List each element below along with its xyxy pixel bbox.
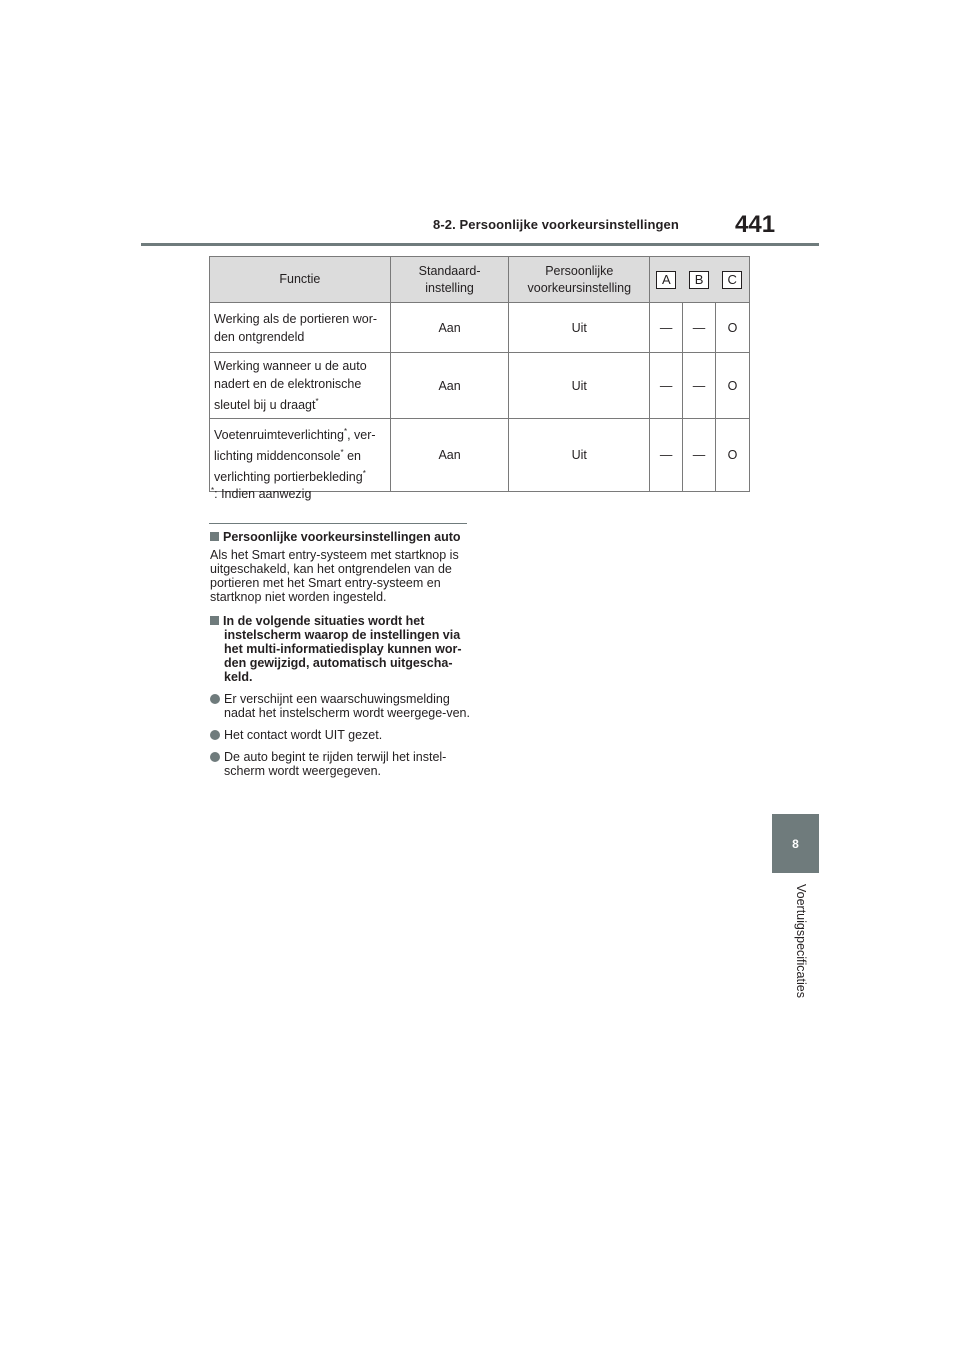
- settings-table: [209, 256, 750, 492]
- row-personal: Uit: [509, 353, 650, 419]
- circle-bullet-icon: [210, 694, 220, 704]
- bullet-text: Er verschijnt een waarschuwingsmelding nadat het instelscherm wordt weergege-ven.: [224, 692, 470, 720]
- function-line: Werking wanneer u de auto: [214, 359, 367, 373]
- function-line: sleutel bij u draagt: [214, 398, 316, 413]
- asterisk: *: [340, 448, 344, 458]
- section-heading: [210, 614, 472, 684]
- section-header-title: 8-2. Persoonlijke voorkeursinstellingen: [433, 217, 679, 232]
- row-c: O: [716, 353, 750, 419]
- header-personal: [509, 257, 650, 303]
- row-a: —: [650, 419, 683, 491]
- row-c: O: [716, 419, 750, 491]
- header-col-a: [650, 257, 683, 303]
- table-row: [210, 419, 750, 491]
- section-rule: [209, 523, 467, 524]
- square-bullet-icon: [210, 616, 219, 625]
- row-b: —: [683, 303, 716, 353]
- letter-a-box: A: [656, 271, 676, 289]
- chapter-number: 8: [792, 836, 799, 851]
- section-auto-close: [210, 614, 472, 778]
- header-rule: [141, 243, 819, 246]
- bullet-text: De auto begint te rijden terwijl het instel-scherm wordt weergegeven.: [224, 750, 447, 778]
- chapter-label: Voertuigspecificaties: [794, 884, 808, 998]
- section-heading: [210, 530, 472, 544]
- row-a: —: [650, 303, 683, 353]
- letter-b-box: B: [689, 271, 709, 289]
- row-a: —: [650, 353, 683, 419]
- table-header-row: [210, 257, 750, 303]
- header-default-line2: instelling: [425, 280, 474, 295]
- bullet-text: Het contact wordt UIT gezet.: [224, 728, 383, 742]
- header-default: [390, 257, 509, 303]
- row-b: —: [683, 353, 716, 419]
- footnote: [211, 486, 311, 501]
- bullet-item: [210, 750, 472, 778]
- section-heading-text: In de volgende situaties wordt het instelscherm waarop de instellingen via het multi-informatiedisplay kunnen wor-den gewijzigd, automatisch uitgescha-keld.: [223, 614, 462, 684]
- row-c: O: [716, 303, 750, 353]
- row-default: Aan: [390, 419, 509, 491]
- section-smart-entry: [210, 530, 472, 604]
- function-line: en: [343, 449, 361, 464]
- header-function: Functie: [210, 257, 391, 303]
- header-default-line1: Standaard-: [418, 263, 481, 278]
- function-line: Werking als de portieren wor-: [214, 311, 378, 326]
- letter-c-box: C: [722, 271, 742, 289]
- asterisk: *: [343, 427, 348, 437]
- chapter-tab[interactable]: [772, 814, 819, 873]
- row-b: —: [683, 419, 716, 491]
- row-function: [210, 303, 391, 353]
- row-default: Aan: [390, 353, 509, 419]
- header-col-c: [716, 257, 750, 303]
- footnote-text: : Indien aanwezig: [214, 487, 312, 502]
- square-bullet-icon: [210, 532, 219, 541]
- section-heading-text: Persoonlijke voorkeursinstellingen auto: [223, 530, 461, 544]
- row-personal: Uit: [509, 303, 650, 353]
- asterisk: *: [315, 397, 319, 406]
- row-function: [210, 419, 391, 491]
- page-number: 441: [735, 211, 776, 238]
- circle-bullet-icon: [210, 752, 220, 762]
- footnote-mark: *: [211, 486, 215, 495]
- function-line: Voetenruimteverlichting: [214, 428, 344, 443]
- function-line: verlichting portierbekleding: [214, 470, 363, 485]
- asterisk: *: [362, 469, 366, 479]
- circle-bullet-icon: [210, 730, 220, 740]
- function-line: lichting middenconsole: [214, 449, 341, 464]
- bullet-item: [210, 728, 472, 742]
- row-default: Aan: [390, 303, 509, 353]
- row-personal: Uit: [509, 419, 650, 491]
- header-personal-line2: voorkeursinstelling: [527, 280, 632, 295]
- header-personal-line1: Persoonlijke: [545, 263, 614, 278]
- table-row: [210, 303, 750, 353]
- table-row: [210, 353, 750, 419]
- bullet-item: [210, 692, 472, 720]
- section-body: Als het Smart entry-systeem met startknop is uitgeschakeld, kan het ontgrendelen van de portieren met het Smart entry-systeem en startknop niet worden ingesteld.: [210, 548, 459, 604]
- header-col-b: [683, 257, 716, 303]
- function-line: den ontgrendeld: [214, 329, 305, 344]
- function-line: , ver-: [347, 428, 376, 443]
- function-line: nadert en de elektronische: [214, 377, 362, 391]
- row-function: [210, 353, 391, 419]
